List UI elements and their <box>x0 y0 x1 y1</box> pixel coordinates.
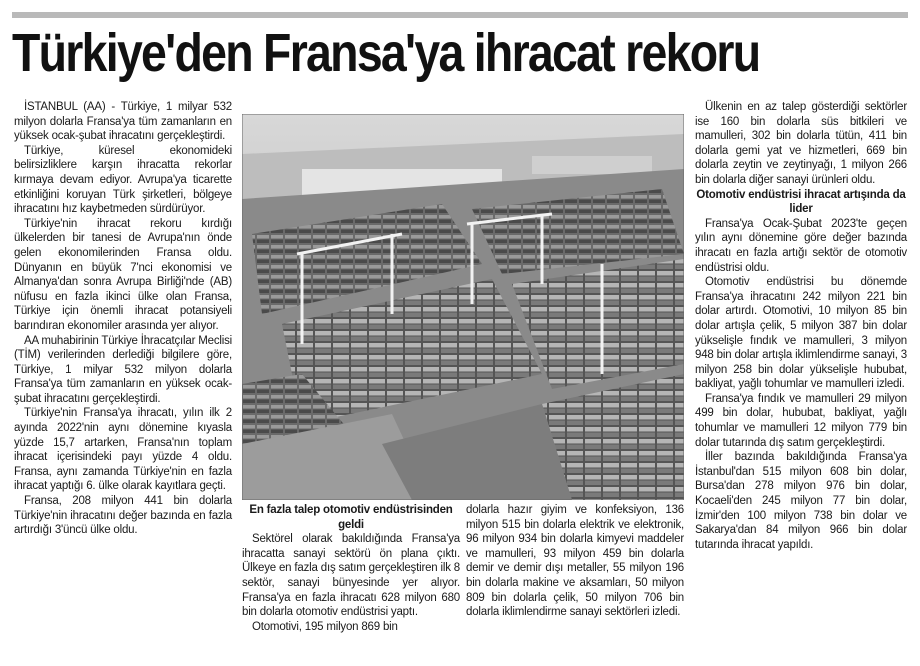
paragraph: Otomotivi, 195 milyon 869 bin <box>252 620 398 633</box>
paragraph: Fransa'ya Ocak-Şubat 2023'te geçen yılın aynı dönemine göre değer bazında ihracatı en fazla artığı sektör de otomotiv endüstrisi oldu. <box>695 217 907 274</box>
paragraph: Ülkenin en az talep gösterdiği sektörler ise 160 bin dolarla süs bitkileri ve mamulleri, 302 bin dolarla tütün, 411 bin dolarla gemi yat ve hizmetleri, 669 bin dolarla zeytin ve zeytinyağı, 1 milyon 266 bin dolarla diğer sanayi ürünleri oldu. <box>695 101 907 186</box>
paragraph: İller bazında bakıldığında Fransa'ya İstanbul'dan 515 milyon 608 bin dolar, Bursa'dan 278 milyon 976 bin dolar, Kocaeli'den 245 milyon 77 bin dolar, İzmir'den 100 milyon 738 bin dolar ve Sakarya'dan 84 milyon 966 bin dolar tutarında ihracat yapıldı. <box>695 451 907 551</box>
column-4 <box>695 100 907 552</box>
port-image <box>242 114 684 500</box>
paragraph: Türkiye'nin ihracat rekoru kırdığı ülkelerden bir tanesi de Avrupa'nın önde gelen ekonomilerinden Fransa oldu. Dünyanın en büyük 7'nci ekonomisi ve Almanya'dan sonra Avrupa Birliği'nde (AB) nüfusu en fazla ikinci ülke olan Fransa, Türkiye için önemli ihracat potansiyeli barındıran ekonomiler arasında yer alıyor. <box>14 217 232 332</box>
container-port-photo <box>242 114 684 500</box>
paragraph: Türkiye, küresel ekonomideki belirsizliklere karşın ihracatta rekorlar kırmaya devam ediyor. Avrupa'ya ticarette etkinliğini koruyan Türk şirketleri, bölgeye ihracatını hız kaybetmeden sürdürüyor. <box>14 144 232 216</box>
paragraph: AA muhabirinin Türkiye İhracatçılar Meclisi (TİM) verilerinden derlediği bilgilere göre, Türkiye, 1 milyar 532 milyon dolarla Fransa'ya tüm zamanların en yüksek ocak-şubat ihracatını gerçekleştirdi. <box>14 334 232 405</box>
subheading: Otomotiv endüstrisi ihracat artışında da lider <box>696 188 906 216</box>
paragraph: Otomotiv endüstrisi bu dönemde Fransa'ya ihracatını 242 milyon 221 bin dolar artırdı. Otomotivi, 10 milyon 85 bin dolar artışla çelik, 5 milyon 387 bin dolar yükselişle fındık ve mamulleri, 3 milyon 948 bin dolar artışla iklimlendirme sanayi, 3 milyon 258 bin dolar yükselişle hububat, bakliyat, yağlı tohumlar ve mamulleri izledi. <box>695 276 907 391</box>
paragraph: Sektörel olarak bakıldığında Fransa'ya ihracatta sanayi sektörü ön plana çıktı. Ülkeye en fazla dış satım gerçekleştiren ilk 8 sektör, sanayi bünyesinde yer alıyor. Fransa'ya en fazla ihracatı 628 milyon 680 bin dolarla otomotiv endüstrisi yaptı. <box>242 533 460 619</box>
headline: Türkiye'den Fransa'ya ihracat rekoru <box>12 23 760 83</box>
paragraph: Fransa'ya fındık ve mamulleri 29 milyon 499 bin dolar, hububat, bakliyat, yağlı tohumlar ve mamulleri 12 milyon 779 bin dolar tutarında dış satım gerçekleştirdi. <box>695 392 907 449</box>
column-1 <box>14 100 232 538</box>
paragraph: Fransa, 208 milyon 441 bin dolarla Türkiye'nin ihracatını değer bazında en fazla artırdığı 3'üncü ülke oldu. <box>14 495 232 537</box>
paragraph: dolarla hazır giyim ve konfeksiyon, 136 milyon 515 bin dolarla elektrik ve elektronik, 96 milyon 934 bin dolarla kimyevi maddeler ve mamulleri, 93 milyon 459 bin dolarla demir ve demir dışı metaller, 55 milyon 196 bin dolarla makine ve aksamları, 50 milyon 809 bin dolarla çelik, 50 milyon 706 bin dolarla iklimlendirme sanayi sektörleri izledi. <box>466 504 684 619</box>
subheading: En fazla talep otomotiv endüstrisinden geldi <box>249 504 453 531</box>
column-2 <box>242 503 460 634</box>
paragraph: İSTANBUL (AA) - Türkiye, 1 milyar 532 milyon dolarla Fransa'ya tüm zamanların en yüksek ocak-şubat ihracatını gerçekleştirdi. <box>14 101 232 143</box>
paragraph: Türkiye'nin Fransa'ya ihracatı, yılın ilk 2 ayında 2022'nin aynı dönemine kıyasla yüzde 15,7 artarken, Fransa'nın toplam ihracat içerisindeki payı yüzde 4 oldu. Fransa, aynı zamanda Türkiye'nin en fazla ihracat yaptığı 6. ülke olarak kayıtlara geçti. <box>14 407 232 493</box>
top-rule <box>12 12 908 18</box>
column-3 <box>466 503 684 620</box>
